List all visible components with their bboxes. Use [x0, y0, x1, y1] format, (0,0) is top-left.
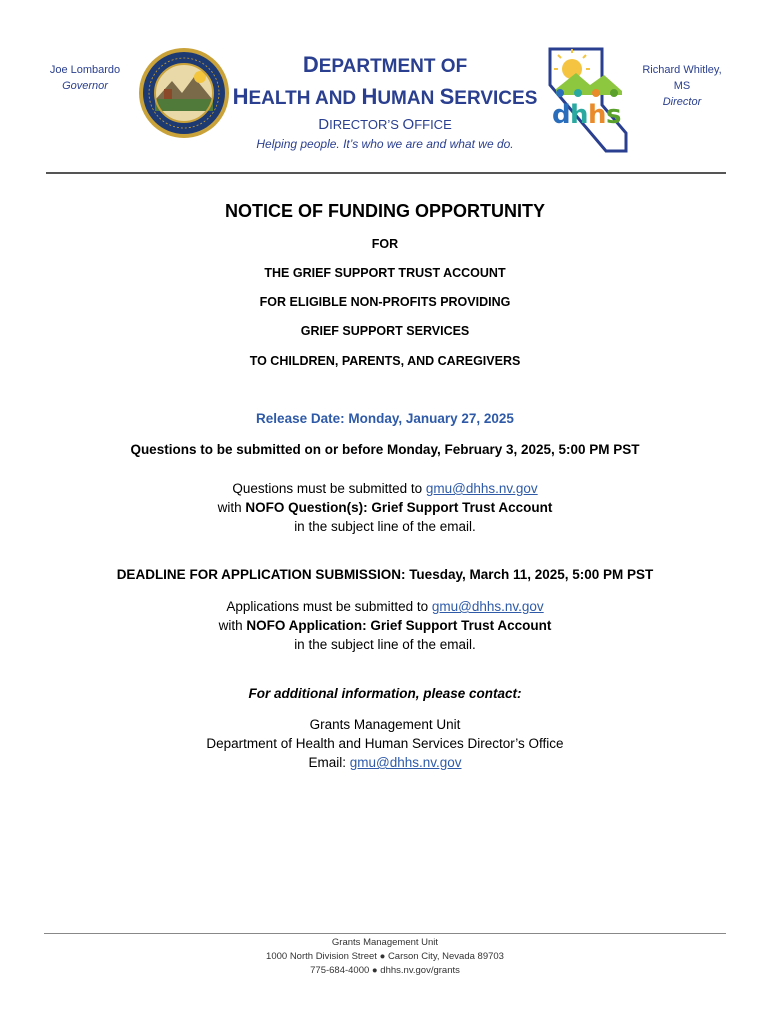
application-info-line2: with NOFO Application: Grief Support Trust Account	[218, 618, 552, 633]
director-block	[632, 62, 732, 110]
questions-info-line3: in the subject line of the email.	[294, 519, 476, 534]
notice-line-for: FOR	[371, 237, 399, 251]
application-info-line3: in the subject line of the email.	[294, 637, 476, 652]
dhhs-logo-icon	[546, 45, 632, 153]
footer-address: 1000 North Division Street ● Carson City, Nevada 89703	[266, 951, 504, 962]
application-email-link[interactable]: gmu@dhhs.nv.gov	[431, 599, 544, 614]
notice-title: NOTICE OF FUNDING OPPORTUNITY	[224, 201, 545, 221]
footer-contact: 775-684-4000 ● dhhs.nv.gov/grants	[310, 965, 460, 976]
svg-text:d: d	[552, 100, 571, 130]
notice-line-services: GRIEF SUPPORT SERVICES	[300, 324, 470, 338]
application-deadline: DEADLINE FOR APPLICATION SUBMISSION: Tuesday, March 11, 2025, 5:00 PM PST	[116, 567, 654, 582]
nevada-state-seal-icon	[138, 47, 230, 139]
contact-block	[0, 715, 770, 772]
notice-line-eligible: FOR ELIGIBLE NON-PROFITS PROVIDING	[259, 295, 511, 309]
notice-line-account: THE GRIEF SUPPORT TRUST ACCOUNT	[264, 266, 506, 280]
contact-unit: Grants Management Unit	[309, 717, 461, 732]
governor-title: Governor	[62, 80, 108, 92]
footer	[0, 936, 770, 978]
application-info-line1: Applications must be submitted to gmu@dhhs.nv.gov	[226, 599, 544, 614]
department-title-line2: HEALTH AND HUMAN SERVICES	[232, 84, 538, 109]
contact-heading: For additional information, please contact:	[248, 686, 522, 701]
questions-email-link[interactable]: gmu@dhhs.nv.gov	[425, 481, 538, 496]
director-title: Director	[662, 96, 702, 108]
application-info	[0, 597, 770, 654]
contact-email-link[interactable]: gmu@dhhs.nv.gov	[349, 755, 462, 770]
svg-text:h: h	[570, 100, 589, 130]
contact-office: Department of Health and Human Services Director’s Office	[206, 736, 564, 751]
release-date: Release Date: Monday, January 27, 2025	[256, 411, 514, 426]
governor-name: Joe Lombardo	[49, 64, 121, 76]
svg-text:s: s	[606, 100, 622, 130]
footer-divider	[44, 933, 726, 934]
questions-info-line2: with NOFO Question(s): Grief Support Trust Account	[217, 500, 553, 515]
directors-office: DIRECTOR’S OFFICE	[318, 116, 452, 133]
contact-email-line: Email: gmu@dhhs.nv.gov	[308, 755, 462, 770]
questions-info	[0, 479, 770, 536]
notice-line-recipients: TO CHILDREN, PARENTS, AND CAREGIVERS	[249, 354, 521, 368]
department-title-line1: DEPARTMENT OF	[302, 52, 468, 77]
director-name: Richard Whitley,	[642, 64, 722, 76]
footer-unit: Grants Management Unit	[331, 937, 439, 948]
director-suffix: MS	[673, 80, 691, 92]
governor-block	[30, 62, 140, 94]
tagline: Helping people. It’s who we are and what we do.	[256, 137, 514, 151]
questions-info-line1: Questions must be submitted to gmu@dhhs.nv.gov	[232, 481, 538, 496]
questions-deadline: Questions to be submitted on or before Monday, February 3, 2025, 5:00 PM PST	[130, 442, 640, 457]
header-divider	[46, 172, 726, 174]
svg-text:h: h	[588, 100, 607, 130]
